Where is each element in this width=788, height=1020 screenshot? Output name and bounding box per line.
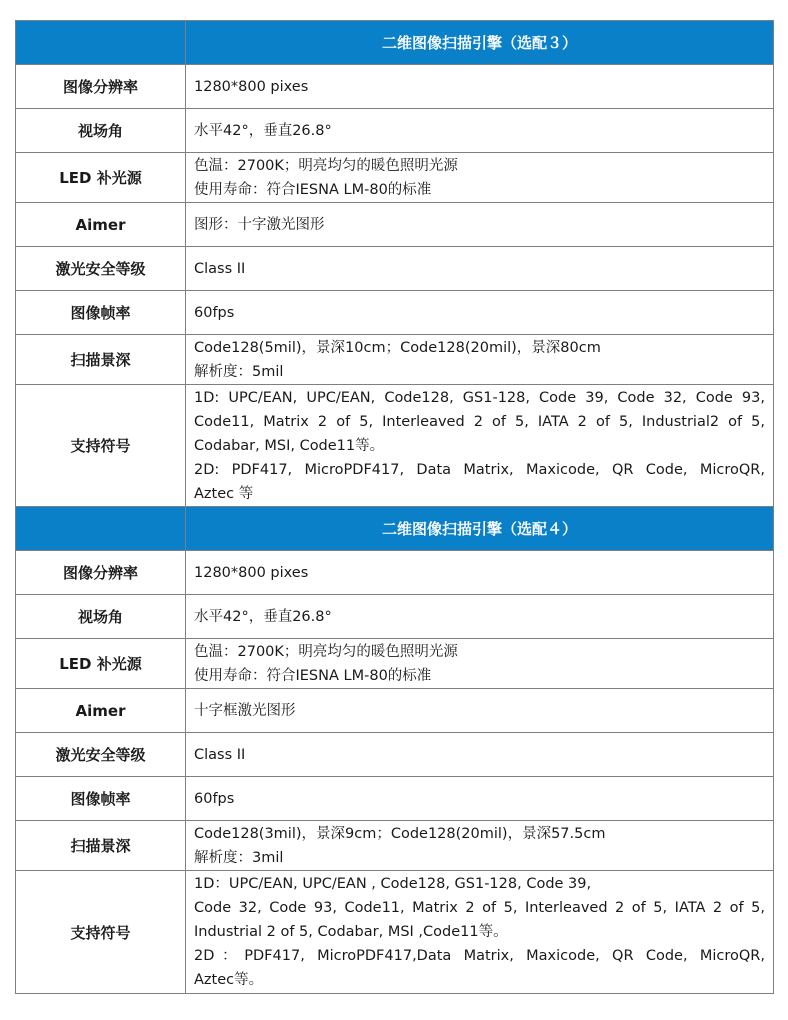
spec-label: 图像分辨率 xyxy=(16,551,186,594)
spec-row-symbologies xyxy=(15,385,774,507)
spec-value-line: 1D：UPC/EAN, UPC/EAN , Code128, GS1-128, Code 39, xyxy=(194,876,592,892)
spec-row-symbologies xyxy=(15,871,774,994)
spec-value-line: Class II xyxy=(194,260,246,277)
spec-label: 扫描景深 xyxy=(16,335,186,384)
spec-value-line: 十字框激光图形 xyxy=(194,702,296,719)
spec-value xyxy=(186,153,773,202)
spec-label: 图像帧率 xyxy=(16,291,186,334)
spec-row-field-of-view xyxy=(15,595,774,639)
spec-row-aimer xyxy=(15,689,774,733)
spec-table xyxy=(15,20,774,994)
spec-value xyxy=(186,871,773,993)
spec-row-led xyxy=(15,639,774,689)
spec-value xyxy=(186,551,773,594)
spec-value xyxy=(186,109,773,152)
spec-value-line: 60fps xyxy=(194,790,235,807)
spec-value xyxy=(186,777,773,820)
spec-row-led xyxy=(15,153,774,203)
spec-label: 激光安全等级 xyxy=(16,733,186,776)
spec-label: 激光安全等级 xyxy=(16,247,186,290)
spec-label: 支持符号 xyxy=(16,385,186,506)
spec-value xyxy=(186,203,773,246)
spec-value-line: 水平42°，垂直26.8° xyxy=(194,608,332,625)
spec-value-line: 1280*800 pixes xyxy=(194,564,309,581)
spec-value-line: Code128(5mil)，景深10cm；Code128(20mil)，景深80cm xyxy=(194,339,601,356)
spec-value xyxy=(186,689,773,732)
spec-row-depth-of-field xyxy=(15,335,774,385)
spec-value-line: Industrial 2 of 5, Codabar, MSI ,Code11等。 xyxy=(194,924,508,940)
spec-label: 图像分辨率 xyxy=(16,65,186,108)
spec-value-line: 2D：PDF417, MicroPDF417,Data Matrix, Maxicode, QR Code, MicroQR, xyxy=(194,948,765,964)
spec-label: 支持符号 xyxy=(16,871,186,993)
spec-value-line: Code 32, Code 93, Code11, Matrix 2 of 5, Interleaved 2 of 5, IATA 2 of 5, xyxy=(194,900,765,916)
spec-value-line: 解析度：3mil xyxy=(194,849,284,866)
spec-label: 扫描景深 xyxy=(16,821,186,870)
spec-row-frame-rate xyxy=(15,777,774,821)
section-header-blank-cell xyxy=(16,21,186,64)
spec-value xyxy=(186,733,773,776)
spec-label: Aimer xyxy=(16,689,186,732)
spec-label: 视场角 xyxy=(16,109,186,152)
spec-row-field-of-view xyxy=(15,109,774,153)
spec-value xyxy=(186,385,773,506)
spec-value-line: 1280*800 pixes xyxy=(194,78,309,95)
spec-value-line: 2D: PDF417, MicroPDF417, Data Matrix, Maxicode, QR Code, MicroQR, xyxy=(194,461,765,478)
spec-value xyxy=(186,335,773,384)
spec-row-laser-class xyxy=(15,733,774,777)
spec-value-line: Code11, Matrix 2 of 5, Interleaved 2 of 5, IATA 2 of 5, Industrial2 of 5, xyxy=(194,413,765,430)
spec-value-line: Code128(3mil)，景深9cm；Code128(20mil)，景深57.5cm xyxy=(194,825,606,842)
spec-value xyxy=(186,65,773,108)
section-header-blank-cell xyxy=(16,507,186,550)
spec-label: LED 补光源 xyxy=(16,153,186,202)
spec-row-laser-class xyxy=(15,247,774,291)
spec-value-line: Aztec等。 xyxy=(194,972,264,988)
spec-row-depth-of-field xyxy=(15,821,774,871)
spec-value-line: Codabar, MSI, Code11等。 xyxy=(194,437,385,454)
spec-value-line: Class II xyxy=(194,746,246,763)
spec-value-line: 水平42°，垂直26.8° xyxy=(194,122,332,139)
spec-value-line: 使用寿命：符合IESNA LM-80的标准 xyxy=(194,181,432,198)
spec-value-line: 使用寿命：符合IESNA LM-80的标准 xyxy=(194,667,432,684)
section-title: 二维图像扫描引擎（选配３） xyxy=(381,34,577,52)
section-header xyxy=(15,20,774,65)
spec-value-line: Aztec 等 xyxy=(194,485,254,502)
spec-row-aimer xyxy=(15,203,774,247)
spec-value-line: 色温：2700K；明亮均匀的暖色照明光源 xyxy=(194,643,458,660)
spec-value xyxy=(186,291,773,334)
spec-row-resolution xyxy=(15,551,774,595)
spec-value xyxy=(186,247,773,290)
spec-value xyxy=(186,595,773,638)
spec-value-line: 解析度：5mil xyxy=(194,363,284,380)
spec-value-line: 色温：2700K；明亮均匀的暖色照明光源 xyxy=(194,157,458,174)
spec-value-line: 图形：十字激光图形 xyxy=(194,216,325,233)
spec-row-resolution xyxy=(15,65,774,109)
spec-value xyxy=(186,639,773,688)
spec-value xyxy=(186,821,773,870)
spec-row-frame-rate xyxy=(15,291,774,335)
spec-label: 视场角 xyxy=(16,595,186,638)
spec-label: 图像帧率 xyxy=(16,777,186,820)
spec-value-line: 60fps xyxy=(194,304,235,321)
section-title: 二维图像扫描引擎（选配４） xyxy=(381,520,577,538)
spec-value-line: 1D: UPC/EAN, UPC/EAN, Code128, GS1-128, Code 39, Code 32, Code 93, xyxy=(194,389,765,406)
spec-label: LED 补光源 xyxy=(16,639,186,688)
section-header xyxy=(15,507,774,551)
spec-label: Aimer xyxy=(16,203,186,246)
